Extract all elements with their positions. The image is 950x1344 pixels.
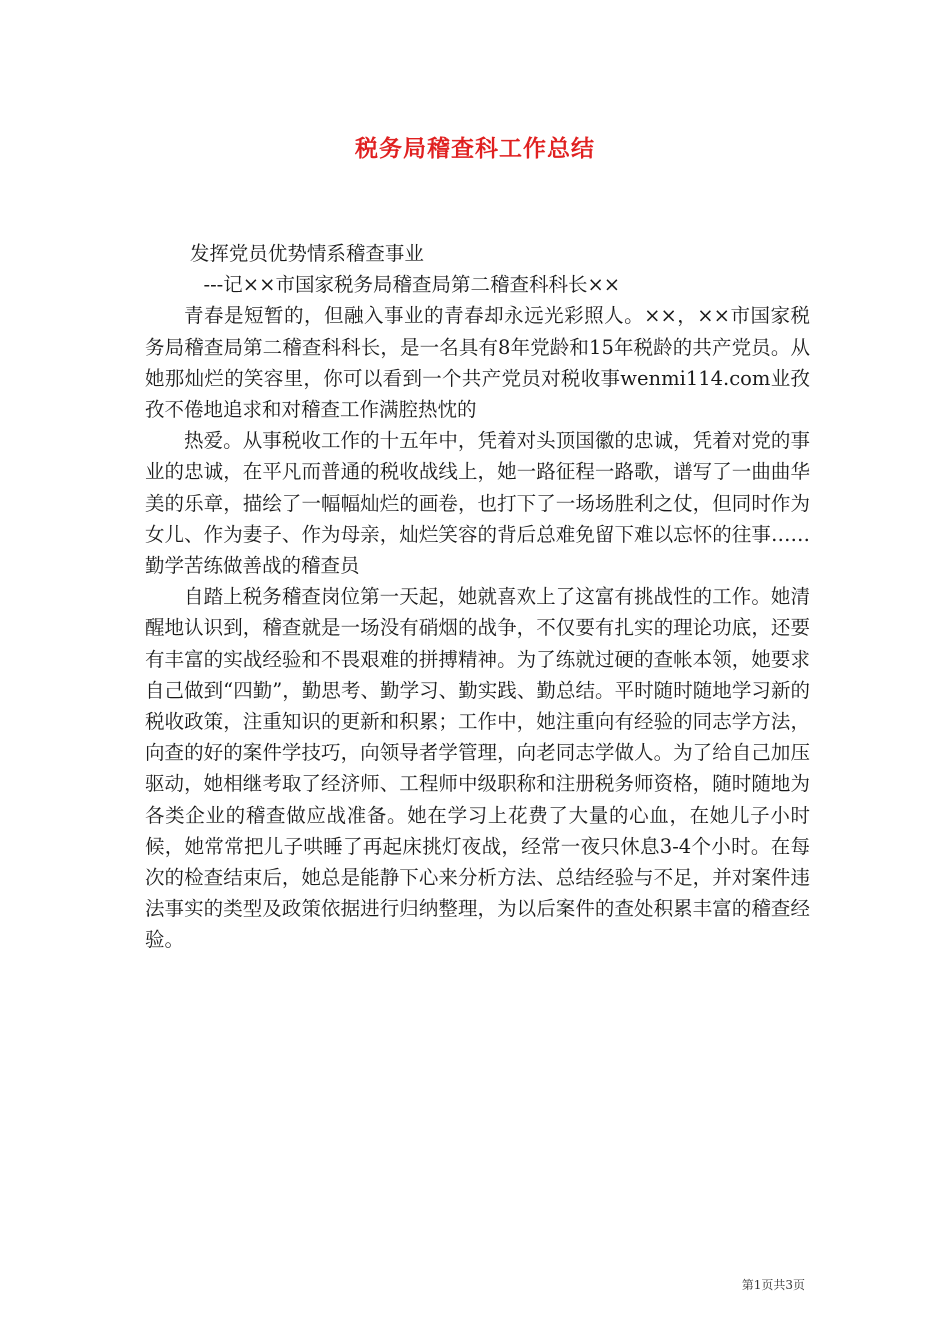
page-number: 第1页共3页 [741,1278,805,1292]
paragraph: 热爱。从事税收工作的十五年中，凭着对头顶国徽的忠诚，凭着对党的事业的忠诚，在平凡而普通的税收战线上，她一路征程一路歌，谱写了一曲曲华美的乐章，描绘了一幅幅灿烂的画卷，也打下了一场场胜利之仗，但同时作为女儿、作为妻子、作为母亲，灿烂笑容的背后总难免留下难以忘怀的往事……勤学苦练做善战的稽查员 [145,429,810,578]
document-subtitle: 发挥党员优势情系稽查事业 [189,242,424,265]
paragraph: 自踏上税务稽查岗位第一天起，她就喜欢上了这富有挑战性的工作。她清醒地认识到，稽查就是一场没有硝烟的战争，不仅要有扎实的理论功底，还要有丰富的实战经验和不畏艰难的拼搏精神。为了练就过硬的查帐本领，她要求自己做到“四勤”，勤思考、勤学习、勤实践、勤总结。平时随时随地学习新的税收政策，注重知识的更新和积累；工作中，她注重向有经验的同志学方法，向查的好的案件学技巧，向领导者学管理，向老同志学做人。为了给自己加压驱动，她相继考取了经济师、工程师中级职称和注册税务师资格，随时随地为各类企业的稽查做应战准备。她在学习上花费了大量的心血，在她儿子小时候，她常常把儿子哄睡了再起床挑灯夜战，经常一夜只休息3-4个小时。在每次的检查结束后，她总是能静下心来分析方法、总结经验与不足，并对案件违法事实的类型及政策依据进行归纳整理，为以后案件的查处积累丰富的稽查经验。 [145,585,810,952]
document-byline: ---记××市国家税务局稽查局第二稽查科科长×× [203,273,621,297]
document-body [145,238,810,956]
document-title: 税务局稽查科工作总结 [355,135,595,162]
paragraph: 青春是短暂的，但融入事业的青春却永远光彩照人。××，××市国家税务局稽查局第二稽查科科长，是一名具有8年党龄和15年税龄的共产党员。从她那灿烂的笑容里，你可以看到一个共产党员对税收事wenmi114.com业孜孜不倦地追求和对稽查工作满腔热忱的 [145,304,810,422]
